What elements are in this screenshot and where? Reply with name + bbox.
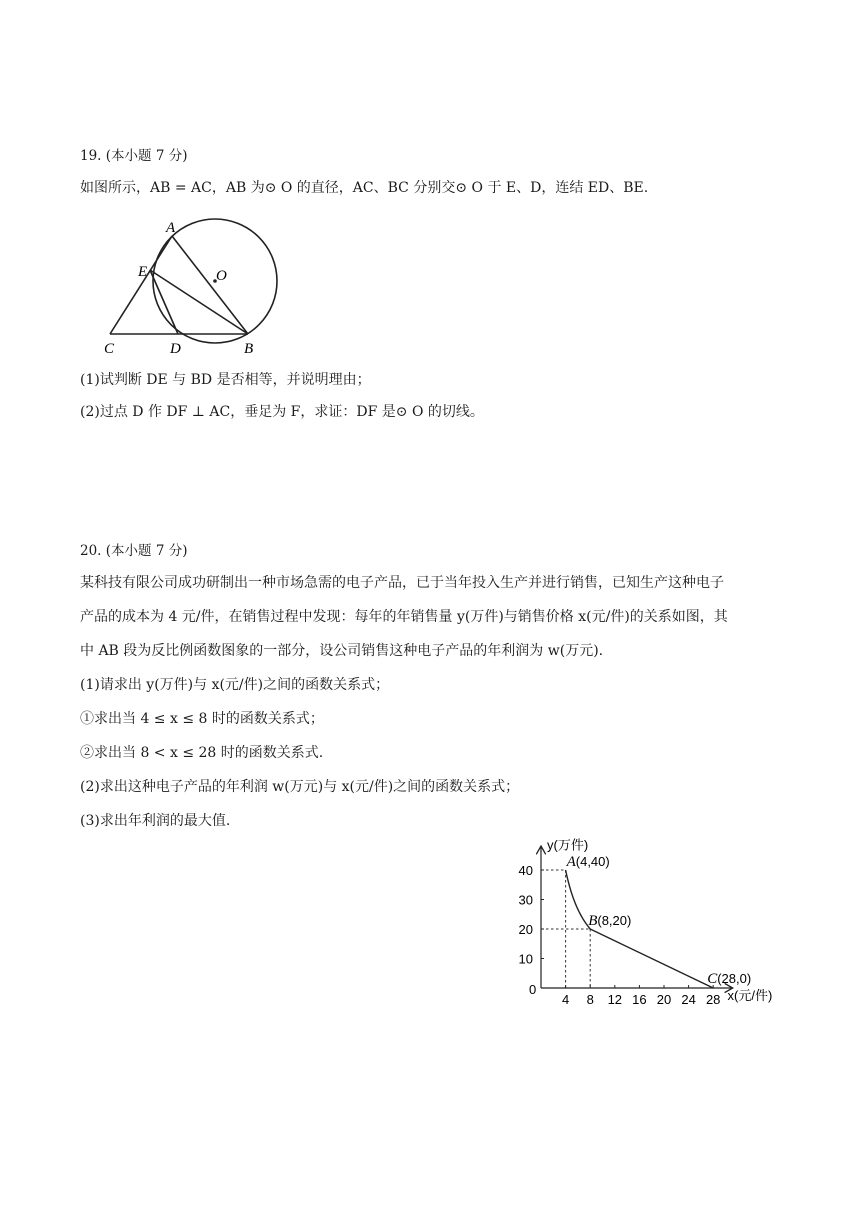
segment-bc: [590, 929, 713, 988]
q20-part1a: ①求出当 4 ≤ x ≤ 8 时的函数关系式；: [80, 711, 324, 727]
q20-part1: (1)请求出 y(万件)与 x(元/件)之间的函数关系式；: [80, 677, 390, 693]
q20-stem-line1: 某科技有限公司成功研制出一种市场急需的电子产品，已于当年投入生产并进行销售，已知生产这种电子: [80, 575, 724, 591]
q19-heading: 19. (本小题 7 分): [80, 148, 188, 164]
q19-part1: (1)试判断 DE 与 BD 是否相等，并说明理由；: [80, 372, 371, 388]
x-tick-label: 12: [607, 992, 623, 1007]
segment-ab: [172, 236, 248, 334]
x-tick-label: 24: [681, 992, 696, 1007]
segment-ac: [110, 236, 172, 334]
q20-sales-chart: [500, 826, 800, 1016]
label-o: O: [216, 268, 227, 284]
point-label: A(4,40): [566, 854, 610, 870]
q19-intro: 如图所示，AB = AC，AB 为⊙ O 的直径，AC、BC 分别交⊙ O 于 E、D，连结 ED、BE.: [80, 180, 649, 196]
y-tick-label: 30: [518, 892, 533, 908]
label-c: C: [104, 341, 115, 357]
x-tick-label: 8: [586, 992, 594, 1007]
label-d: D: [170, 341, 181, 357]
label-a: A: [166, 220, 176, 236]
point-label: C(28,0): [707, 971, 752, 987]
segment-ab: [566, 870, 591, 929]
y-tick-label: 40: [518, 863, 533, 878]
point-label: B(8,20): [588, 913, 632, 929]
y-tick-label: 20: [518, 922, 533, 937]
x-tick-label: 16: [632, 992, 647, 1007]
chart-ticks: [519, 863, 721, 1007]
x-tick-label: 28: [705, 992, 721, 1007]
origin-label: 0: [529, 982, 537, 997]
q20-part1b: ②求出当 8 < x ≤ 28 时的函数关系式.: [80, 745, 324, 761]
chart-guide-lines: [541, 870, 590, 988]
x-tick-label: 4: [561, 992, 570, 1007]
q19-geometry-figure: [100, 212, 300, 360]
x-tick-label: 20: [656, 992, 672, 1007]
label-b: B: [244, 341, 254, 357]
y-axis-label: y(万件): [547, 837, 589, 853]
y-tick-label: 10: [518, 951, 533, 967]
q20-part3: (3)求出年利润的最大值.: [80, 813, 231, 829]
q20-stem-line3: 中 AB 段为反比例函数图象的一部分，设公司销售这种电子产品的年利润为 w(万元).: [80, 643, 604, 659]
q19-part2: (2)过点 D 作 DF ⊥ AC，垂足为 F，求证：DF 是⊙ O 的切线。: [80, 404, 484, 420]
x-axis-label: x(元/件): [727, 988, 773, 1003]
q20-stem-line2: 产品的成本为 4 元/件，在销售过程中发现：每年的年销售量 y(万件)与销售价格 x(元/件)的关系如图，其: [80, 609, 728, 625]
q20-heading: 20. (本小题 7 分): [80, 543, 188, 559]
q20-part2: (2)求出这种电子产品的年利润 w(万元)与 x(元/件)之间的函数关系式；: [80, 779, 520, 795]
label-e: E: [138, 264, 148, 280]
